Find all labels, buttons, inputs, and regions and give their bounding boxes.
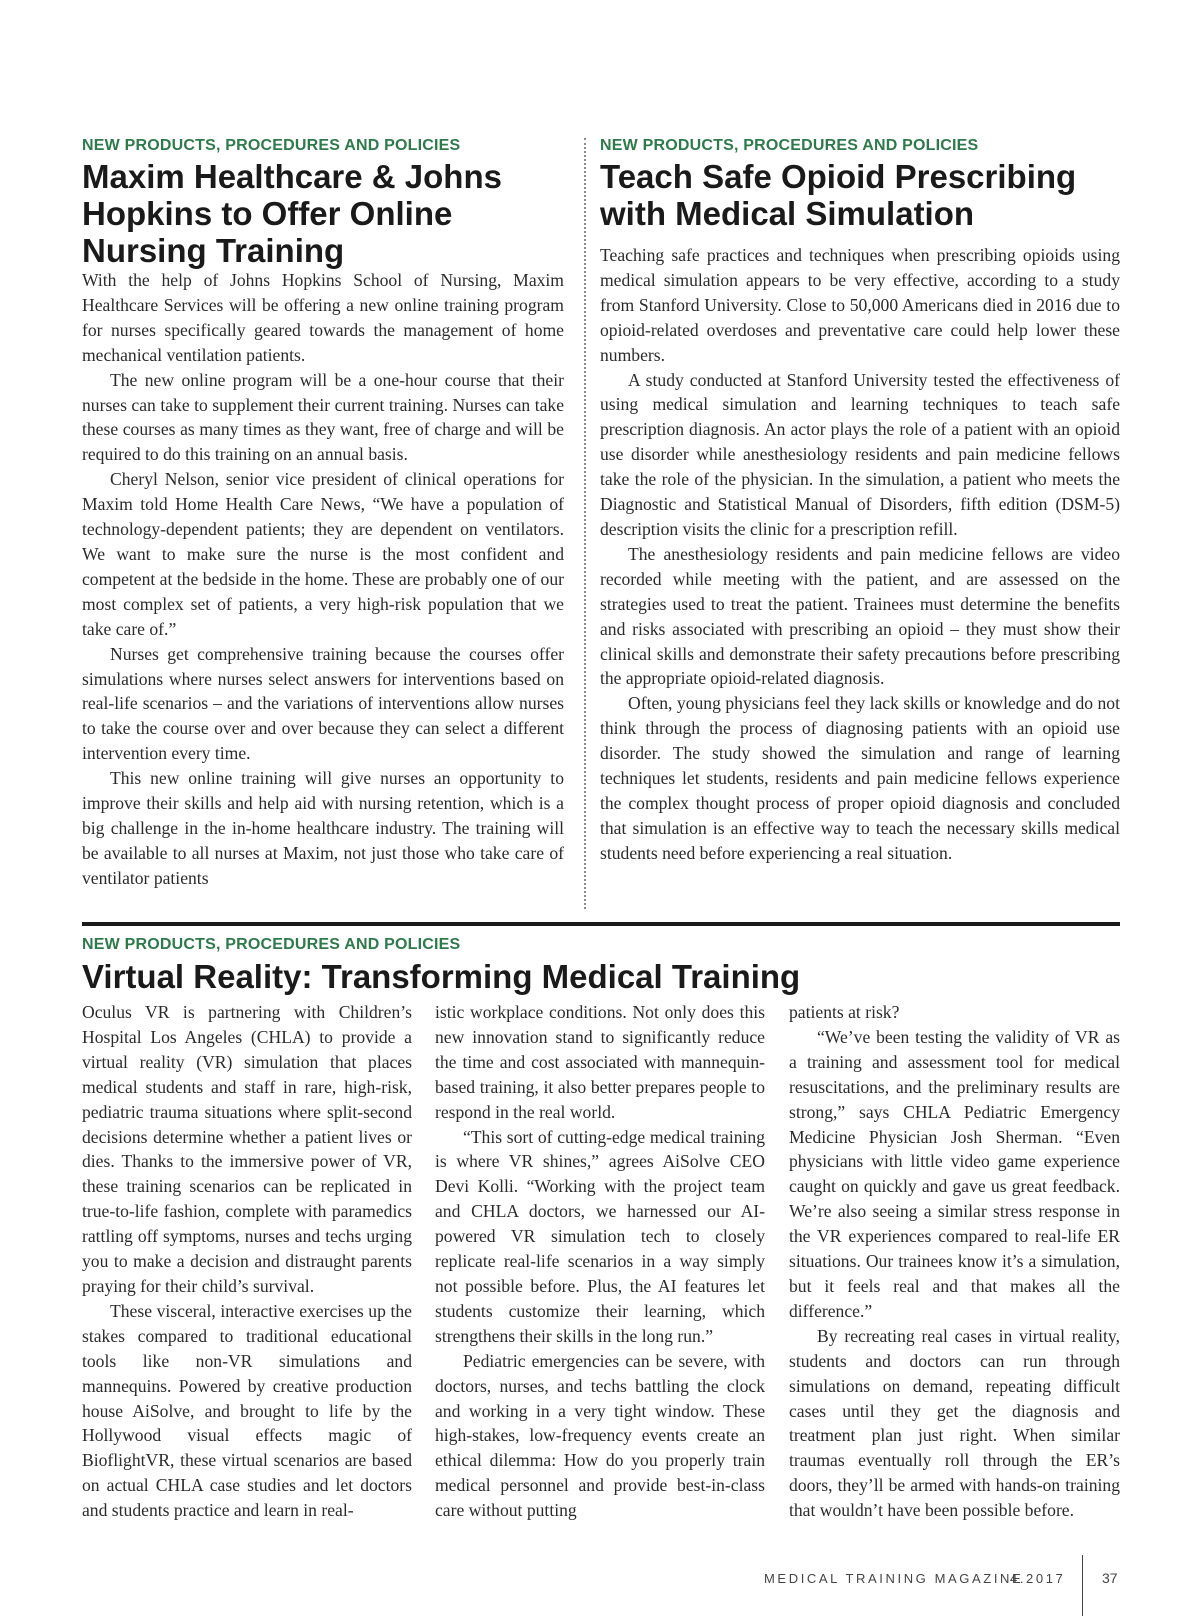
article2-title: Teach Safe Opioid Prescribing with Medical Simulation xyxy=(600,158,1077,232)
article3-paragraph: These visceral, interactive exercises up the stakes compared to traditional educational tools like non-VR simulations and mannequins. Powered by creative production house AiSolve, and brought to life by the Hollywood visual effects magic of BioflightVR, these virtual scenarios are based on actual CHLA case studies and let doctors and students practice and learn in real- xyxy=(82,1300,412,1521)
footer-issue: 4.2017 xyxy=(1010,1571,1066,1586)
article1-kicker: NEW PRODUCTS, PROCEDURES AND POLICIES xyxy=(82,137,461,154)
article3-title: Virtual Reality: Transforming Medical Training xyxy=(82,958,801,995)
article2-paragraph: The anesthesiology residents and pain medicine fellows are video recorded while meeting with the patient, and are assessed on the strategies used to treat the patient. Trainees must determine the benefits and risks associated with prescribing an opioid – they must show their clinical skills and demonstrate their safety precautions before prescribing the appropriate opioid-related diagnosis. xyxy=(600,543,1120,689)
article2-paragraph: Teaching safe practices and techniques when prescribing opioids using medical simulation appears to be very effective, according to a study from Stanford University. Close to 50,000 Americans died in 2016 due to opioid-related overdoses and preventative care could help lower these numbers. xyxy=(600,245,1120,365)
article3-paragraph: “This sort of cutting-edge medical training is where VR shines,” agrees AiSolve CEO Devi Kolli. “Working with the project team and CHLA doctors, we harnessed our AI-powered VR simulation tech to closely replicate real-life scenarios in a way simply not possible before. Plus, the AI features let students customize their learning, which strengthens their skills in the long run.” xyxy=(435,1126,765,1346)
article1-body xyxy=(82,268,564,891)
article3-paragraph: By recreating real cases in virtual reality, students and doctors can run through simulations on demand, repeating difficult cases until they get the diagnosis and treatment plan just right. When similar traumas eventually roll through the ER’s doors, they’ll be armed with hands-on training that wouldn’t have been possible before. xyxy=(789,1325,1120,1521)
article3-column-1 xyxy=(82,1000,412,1523)
article3-column-3 xyxy=(789,1000,1120,1523)
article3-column-2 xyxy=(435,1000,765,1523)
article1-paragraph: The new online program will be a one-hour course that their nurses can take to supplement their current training. Nurses can take these courses as many times as they want, free of charge and will be required to do this training on an annual basis. xyxy=(82,369,564,465)
article1-paragraph: This new online training will give nurses an opportunity to improve their skills and help aid with nursing retention, which is a big challenge in the in-home healthcare industry. The training will be available to all nurses at Maxim, not just those who take care of ventilator patients xyxy=(82,768,564,888)
column-divider xyxy=(584,138,586,909)
article1-paragraph: With the help of Johns Hopkins School of Nursing, Maxim Healthcare Services will be offering a new online training program for nurses specifically geared towards the management of home mechanical ventilation patients. xyxy=(82,270,564,365)
article3-paragraph: Pediatric emergencies can be severe, with doctors, nurses, and techs battling the clock and working in a very tight window. These high-stakes, low-frequency events create an ethical dilemma: How do you properly train medical personnel and provide best-in-class care without putting xyxy=(435,1350,765,1521)
article2-paragraph: A study conducted at Stanford University tested the effectiveness of using medical simulation and learning techniques to teach safe prescription diagnosis. An actor plays the role of a patient with an opioid use disorder while anesthesiology residents and pain medicine fellows take the role of the physician. In the simulation, a patient who meets the Diagnostic and Statistical Manual of Disorders, fifth edition (DSM-5) description visits the clinic for a prescription refill. xyxy=(600,369,1120,539)
article3-paragraph: patients at risk? xyxy=(789,1002,900,1022)
footer-magazine-name: MEDICAL TRAINING MAGAZINE xyxy=(764,1571,1024,1586)
article2-paragraph: Often, young physicians feel they lack skills or knowledge and do not think through the process of diagnosing patients with an opioid use disorder. The study showed the simulation and range of learning techniques let students, residents and pain medicine fellows experience the complex thought process of proper opioid diagnosis and concluded that simulation is an effective way to teach the necessary skills medical students need before experiencing a real situation. xyxy=(600,693,1120,863)
section-rule xyxy=(82,922,1120,926)
article3-paragraph: istic workplace conditions. Not only does this new innovation stand to significantly reduce the time and cost associated with mannequin-based training, it also better prepares people to respond in the real world. xyxy=(435,1002,765,1122)
article2-kicker: NEW PRODUCTS, PROCEDURES AND POLICIES xyxy=(600,137,979,154)
article3-kicker: NEW PRODUCTS, PROCEDURES AND POLICIES xyxy=(82,936,461,953)
article3-paragraph: “We’ve been testing the validity of VR as a training and assessment tool for medical resuscitations, and the preliminary results are strong,” says CHLA Pediatric Emergency Medicine Physician Josh Sherman. “Even physicians with little video game experience caught on quickly and gave us great feedback. We’re also seeing a similar stress response in the VR experiences compared to real-life ER situations. Our trainees know it’s a simulation, but it feels real and that makes all the difference.” xyxy=(789,1026,1120,1321)
footer-divider xyxy=(1082,1555,1083,1616)
article3-paragraph: Oculus VR is partnering with Children’s Hospital Los Angeles (CHLA) to provide a virtual reality (VR) simulation that places medical students and staff in rare, high-risk, pediatric trauma situations where split-second decisions determine whether a patient lives or dies. Thanks to the immersive power of VR, these training scenarios can be replicated in true-to-life fashion, complete with paramedics rattling off symptoms, nurses and techs urging you to make a decision and distraught parents praying for their child’s survival. xyxy=(82,1002,412,1296)
article1-paragraph: Cheryl Nelson, senior vice president of clinical operations for Maxim told Home Health Care News, “We have a population of technology-dependent patients; they are dependent on ventilators. We want to make sure the nurse is the most confident and competent at the bedside in the home. These are probably one of our most complex set of patients, a very high-risk population that we take care of.” xyxy=(82,469,564,639)
page-number: 37 xyxy=(1102,1570,1118,1586)
article1-title: Maxim Healthcare & Johns Hopkins to Offer Online Nursing Training xyxy=(82,158,502,269)
article1-paragraph: Nurses get comprehensive training because the courses offer simulations where nurses select answers for interventions based on real-life scenarios – and the variations of interventions allow nurses to take the course over and over because they can select a different intervention every time. xyxy=(82,643,564,764)
article2-body xyxy=(600,243,1120,866)
